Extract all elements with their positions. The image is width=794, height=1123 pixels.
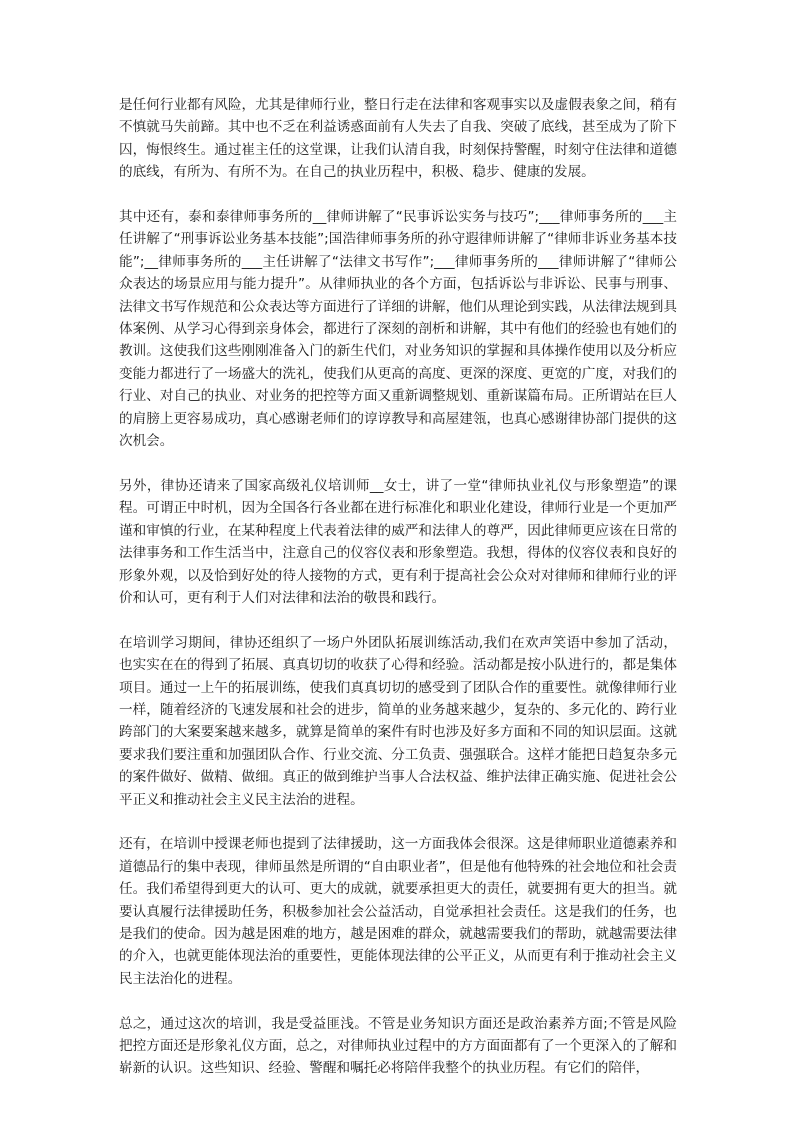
paragraph-2: 其中还有，泰和泰律师事务所的__律师讲解了“民事诉讼实务与技巧”;___律师事务所的___主任讲解了“刑事诉讼业务基本技能”;国浩律师事务所的孙守遐律师讲解了“律师非诉业务基本技能”;__律师事务所的___主任讲解了“法律文书写作”;___律师事务所的___律师讲解了“律师公众表达的场景应用与能力提升”。从律师执业的各个方面，包括诉讼与非诉讼、民事与刑事、法律文书写作规范和公众表达等方面进行了详细的讲解，他们从理论到实践，从法律法规到具体案例、从学习心得到亲身体会，都进行了深刻的剖析和讲解，其中有他们的经验也有她们的教训。这使我们这些刚刚准备入门的新生代们，对业务知识的掌握和具体操作使用以及分析应变能力都进行了一场盛大的洗礼，使我们从更高的高度、更深的深度、更宽的广度，对我们的行业、对自己的执业、对业务的把控等方面又重新调整规划、重新谋篇布局。正所谓站在巨人的肩膀上更容易成功，真心感谢老师们的谆谆教导和高屋建瓴，也真心感谢律协部门提供的这次机会。: [119, 209, 677, 450]
paragraph-6: 总之，通过这次的培训，我是受益匪浅。不管是业务知识方面还是政治素养方面;不管是风险把控方面还是形象礼仪方面，总之，对律师执业过程中的方方面面都有了一个更深入的了解和崭新的认识。这些知识、经验、警醒和嘱托必将陪伴我整个的执业历程。有它们的陪伴，: [119, 1015, 677, 1077]
paragraph-1: 是任何行业都有风险，尤其是律师行业，整日行走在法律和客观事实以及虚假表象之间，稍有不慎就马失前蹄。其中也不乏在利益诱惑面前有人失去了自我、突破了底线，甚至成为了阶下囚，悔恨终生。通过崔主任的这堂课，让我们认清自我，时刻保持警醒，时刻守住法律和道德的底线，有所为、有所不为。在自己的执业历程中，积极、稳步、健康的发展。: [119, 97, 677, 181]
paragraph-4: 在培训学习期间，律协还组织了一场户外团队拓展训练活动,我们在欢声笑语中参加了活动，也实实在在的得到了拓展、真真切切的收获了心得和经验。活动都是按小队进行的，都是集体项目。通过一上午的拓展训练，使我们真真切切的感受到了团队合作的重要性。就像律师行业一样，随着经济的飞速发展和社会的进步，简单的业务越来越少，复杂的、多元化的、跨行业跨部门的大案要案越来越多，就算是简单的案件有时也涉及好多方面和不同的知识层面。这就要求我们要注重和加强团队合作、行业交流、分工负责、强强联合。这样才能把日趋复杂多元的案件做好、做精、做细。真正的做到维护当事人合法权益、维护法律正确实施、促进社会公平正义和推动社会主义民主法治的进程。: [119, 634, 677, 808]
paragraph-5: 还有，在培训中授课老师也提到了法律援助，这一方面我体会很深。这是律师职业道德素养和道德品行的集中表现，律师虽然是所谓的“自由职业者”，但是他有他特殊的社会地位和社会责任。我们希望得到更大的认可、更大的成就，就要承担更大的责任，就要拥有更大的担当。就要认真履行法律援助任务，积极参加社会公益活动，自觉承担社会责任。这是我们的任务，也是我们的使命。因为越是困难的地方，越是困难的群众，就越需要我们的帮助，就越需要法律的介入，也就更能体现法治的重要性，更能体现法律的公平正义，从而更有利于推动社会主义民主法治化的进程。: [119, 836, 677, 987]
paragraph-3: 另外，律协还请来了国家高级礼仪培训师__女士，讲了一堂“律师执业礼仪与形象塑造”的课程。可谓正中时机，因为全国各行各业都在进行标准化和职业化建设，律师行业是一个更加严谨和审慎的行业，在某种程度上代表着法律的威严和法律人的尊严，因此律师更应该在日常的法律事务和工作生活当中，注意自己的仪容仪表和形象塑造。我想，得体的仪容仪表和良好的形象外观，以及恰到好处的待人接物的方式，更有利于提高社会公众对对律师和律师行业的评价和认可，更有利于人们对法律和法治的敬畏和践行。: [119, 477, 677, 606]
document-body: [119, 94, 677, 1102]
